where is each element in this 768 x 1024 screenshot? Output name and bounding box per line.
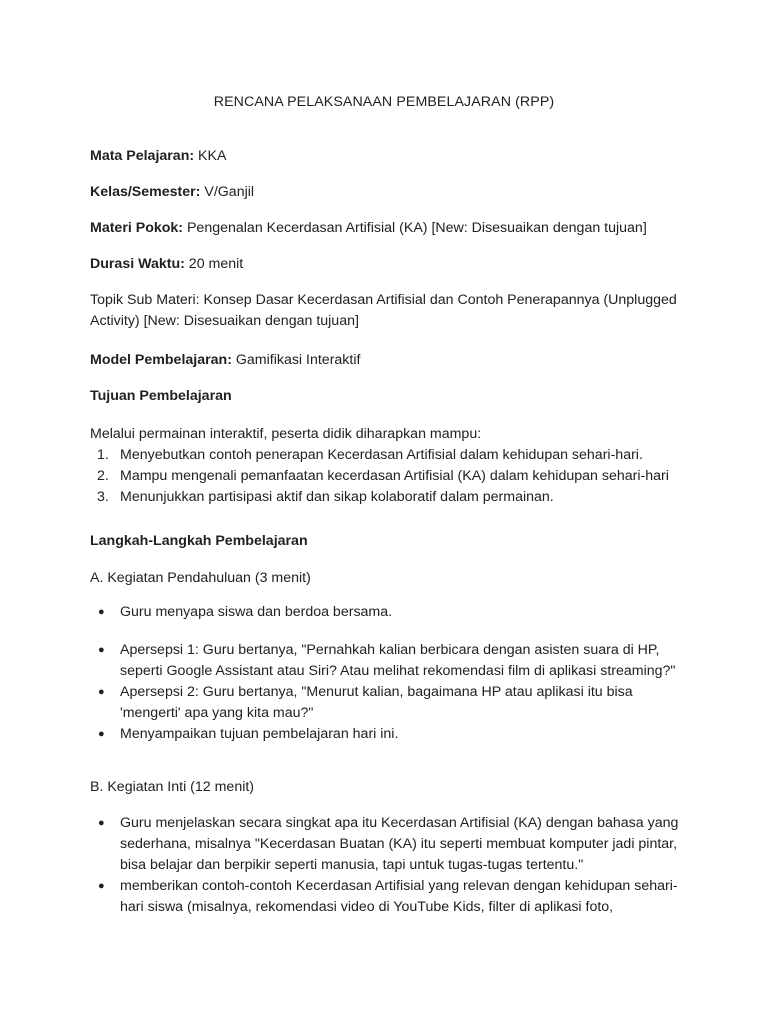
durasi-waktu-value: 20 menit	[184, 256, 244, 272]
list-item-text: Mampu mengenali pemanfaatan kecerdasan Artifisial (KA) dalam kehidupan sehari-hari	[120, 468, 669, 484]
list-item	[90, 602, 690, 623]
mata-pelajaran-line	[90, 146, 690, 167]
list-item	[90, 813, 690, 876]
list-item	[90, 640, 690, 682]
list-number: 3.	[97, 489, 109, 505]
mata-pelajaran-value: KKA	[194, 148, 227, 164]
list-item	[90, 466, 690, 487]
list-item-text: Menunjukkan partisipasi aktif dan sikap kolaboratif dalam permainan.	[120, 489, 554, 505]
list-number: 1.	[97, 447, 109, 463]
list-item-text: Menyebutkan contoh penerapan Kecerdasan Artifisial dalam kehidupan sehari-hari.	[120, 447, 643, 463]
model-pembelajaran-line	[90, 350, 690, 371]
bullet-icon: ●	[98, 880, 105, 892]
list-item	[90, 682, 690, 724]
durasi-waktu-line	[90, 254, 690, 275]
bullet-icon: ●	[98, 644, 105, 656]
model-pembelajaran-label: Model Pembelajaran:	[90, 352, 232, 368]
bullet-icon: ●	[98, 728, 105, 740]
kelas-semester-value: V/Ganjil	[200, 184, 255, 200]
tujuan-intro: Melalui permainan interaktif, peserta didik diharapkan mampu:	[90, 426, 482, 442]
list-item-text: Apersepsi 1: Guru bertanya, "Pernahkah kalian berbicara dengan asisten suara di HP, seperti Google Assistant atau Siri? Atau melihat rekomendasi film di aplikasi streaming?"	[120, 642, 676, 679]
list-item-text: Guru menyapa siswa dan berdoa bersama.	[120, 604, 393, 620]
section-b-list	[90, 813, 690, 918]
materi-pokok-line	[90, 218, 690, 239]
document-title: RENCANA PELAKSANAAN PEMBELAJARAN (RPP)	[213, 94, 555, 110]
materi-pokok-value: Pengenalan Kecerdasan Artifisial (KA) [New: Disesuaikan dengan tujuan]	[183, 220, 647, 236]
section-a-list-1	[90, 602, 690, 623]
bullet-icon: ●	[98, 817, 105, 829]
mata-pelajaran-label: Mata Pelajaran:	[90, 148, 195, 164]
bullet-icon: ●	[98, 606, 105, 618]
list-item-text: memberikan contoh-contoh Kecerdasan Artifisial yang relevan dengan kehidupan sehari-hari siswa (misalnya, rekomendasi video di YouTube Kids, filter di aplikasi foto,	[120, 878, 678, 915]
tujuan-heading: Tujuan Pembelajaran	[90, 388, 232, 404]
section-a-list-2	[90, 640, 690, 745]
list-item	[90, 876, 690, 918]
list-item-text: Apersepsi 2: Guru bertanya, "Menurut kalian, bagaimana HP atau aplikasi itu bisa 'mengerti' apa yang kita mau?"	[120, 684, 633, 721]
list-item	[90, 724, 690, 745]
durasi-waktu-label: Durasi Waktu:	[90, 256, 185, 272]
section-a-heading: A. Kegiatan Pendahuluan (3 menit)	[90, 570, 311, 586]
list-item-text: Guru menjelaskan secara singkat apa itu Kecerdasan Artifisial (KA) dengan bahasa yang sederhana, misalnya "Kecerdasan Buatan (KA) itu seperti membuat komputer jadi pintar, bisa belajar dan berpikir seperti manusia, tapi untuk tugas-tugas tertentu."	[120, 815, 679, 873]
kelas-semester-line	[90, 182, 690, 203]
materi-pokok-label: Materi Pokok:	[90, 220, 184, 236]
kelas-semester-label: Kelas/Semester:	[90, 184, 201, 200]
list-item-text: Menyampaikan tujuan pembelajaran hari ini.	[120, 726, 399, 742]
sub-materi-paragraph: Topik Sub Materi: Konsep Dasar Kecerdasan Artifisial dan Contoh Penerapannya (Unplugged Activity) [New: Disesuaikan dengan tujuan]	[90, 292, 677, 329]
list-number: 2.	[97, 468, 109, 484]
list-item	[90, 445, 690, 466]
tujuan-list	[90, 445, 690, 508]
section-b-heading: B. Kegiatan Inti (12 menit)	[90, 779, 255, 795]
langkah-heading: Langkah-Langkah Pembelajaran	[90, 533, 308, 549]
model-pembelajaran-value: Gamifikasi Interaktif	[231, 352, 361, 368]
bullet-icon: ●	[98, 686, 105, 698]
list-item	[90, 487, 690, 508]
